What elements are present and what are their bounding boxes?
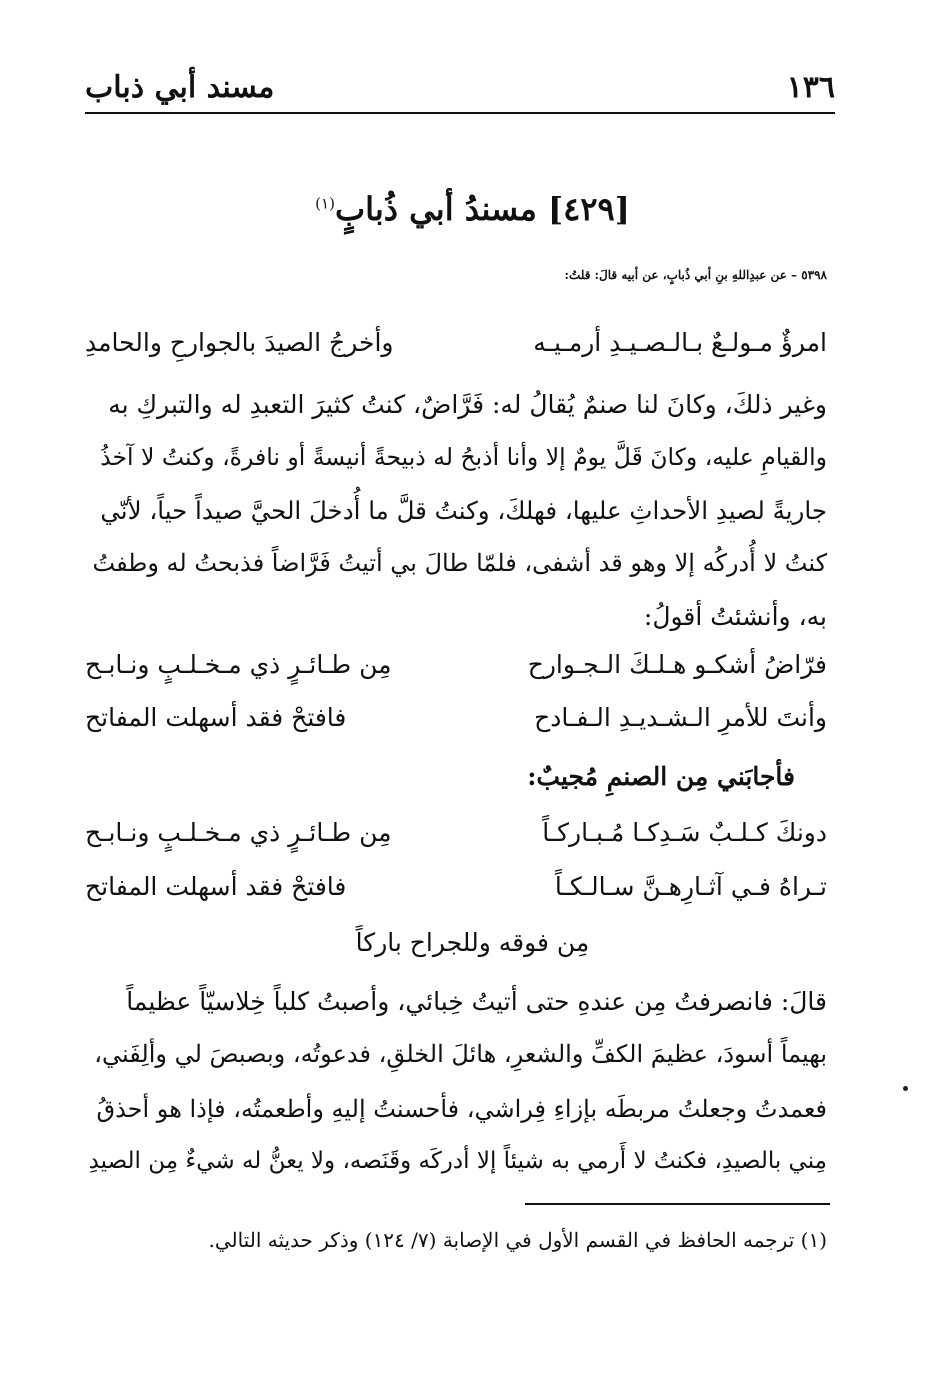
paragraph-line: مِني بالصيدِ، فكنتُ لا أَرمي به شيئاً إلا أدركَه وقَنَصه، ولا يعنُّ له شيءٌ مِن الصيدِ [88,1148,827,1174]
footnote: (١) ترجمه الحافظ في القسم الأول في الإصابة (٧/ ١٢٤) وذكر حديثه التالي. [208,1228,827,1252]
verse-line [85,872,827,916]
section-title-text: [٤٢٩] مسندُ أبي ذُبابٍ [334,190,630,228]
verse-hemistich-1: وأنتَ للأمرِ الـشـديـدِ الـفـادح [534,703,827,732]
verse-hemistich-1: دونكَ كـلـبٌ سَـدِكـا مُـبـاركـاً [542,818,827,847]
footnote-rule [525,1203,830,1205]
hadith-heading: ٥٣٩٨ – عن عبدِاللهِ بنِ أبي ذُبابٍ، عن أبيه قالَ: قلتُ: [564,268,827,282]
paragraph-line: فعمدتُ وجعلتُ مربطَه بإزاءِ فِراشي، فأحسنتُ إليهِ وأطعمتُه، فإذا هو أحذقُ [96,1095,827,1123]
running-title: مسند أبي ذباب [85,70,275,105]
verse-hemistich-1: تـراهُ فـي آثـارِهـنَّ سـالـكـاً [554,872,827,901]
verse-line [85,703,827,747]
paragraph-line: بهيماً أسودَ، عظيمَ الكفِّ والشعرِ، هائلَ الخلقِ، فدعوتُه، وبصبصَ لي وألِفَني، [94,1040,827,1068]
section-title [0,190,945,228]
paragraph-line: وغير ذلكَ، وكانَ لنا صنمٌ يُقالُ له: فَرَّاضٌ، كنتُ كثيرَ التعبدِ له والتبركِ به [108,390,827,419]
reply-intro: فأجابَني مِن الصنمِ مُجيبٌ: [527,762,795,791]
paragraph-line: والقيامِ عليه، وكانَ قَلَّ يومٌ إلا وأنا أذبحُ له ذبيحةً أنيسةً أو نافرةً، وكنتُ لا آخذُ [100,443,827,471]
paragraph-line: به، وأنشئتُ أقولُ: [643,602,827,631]
footnote-marker: (١) [315,194,335,213]
verse-line [85,650,827,694]
verse-hemistich-2: فافتحْ فقد أسهلت المفاتح [85,872,347,901]
verse-line [85,328,827,372]
page-number: ١٣٦ [786,70,835,105]
running-header [85,70,835,112]
verse-line [85,818,827,862]
verse-hemistich-2: فافتحْ فقد أسهلت المفاتح [85,703,347,732]
verse-hemistich-2: وأخرجُ الصيدَ بالجوارحِ والحامدِ [85,328,394,357]
verse-hemistich-1: امرؤٌ مـولـعٌ بـالـصـيـدِ أرمـيـه [533,328,827,357]
header-rule [85,112,835,114]
verse-final-line: مِن فوقه وللجراح باركاً [355,928,590,957]
verse-hemistich-2: مِن طـائـرٍ ذي مـخـلـبٍ ونـابـح [85,818,392,847]
verse-hemistich-1: فرّاضُ أشكـو هـلـكَ الـجـوارح [527,650,827,679]
scan-speck [903,1086,908,1091]
paragraph-line: كنتُ لا أُدركُه إلا وهو قد أشفى، فلمّا طالَ بي أتيتُ فَرَّاضاً فذبحتُ له وطفتُ [92,549,827,577]
verse-hemistich-2: مِن طـائـرٍ ذي مـخـلـبٍ ونـابـح [85,650,392,679]
paragraph-line: جاريةً لصيدِ الأحداثِ عليها، فهلكَ، وكنتُ قلَّ ما أُدخلَ الحيَّ صيداً حياً، لأنّي [100,496,827,525]
paragraph-line: قالَ: فانصرفتُ مِن عندهِ حتى أتيتُ خِبائي، وأصبتُ كلباً خِلاسيّاً عظيماً [126,987,827,1016]
